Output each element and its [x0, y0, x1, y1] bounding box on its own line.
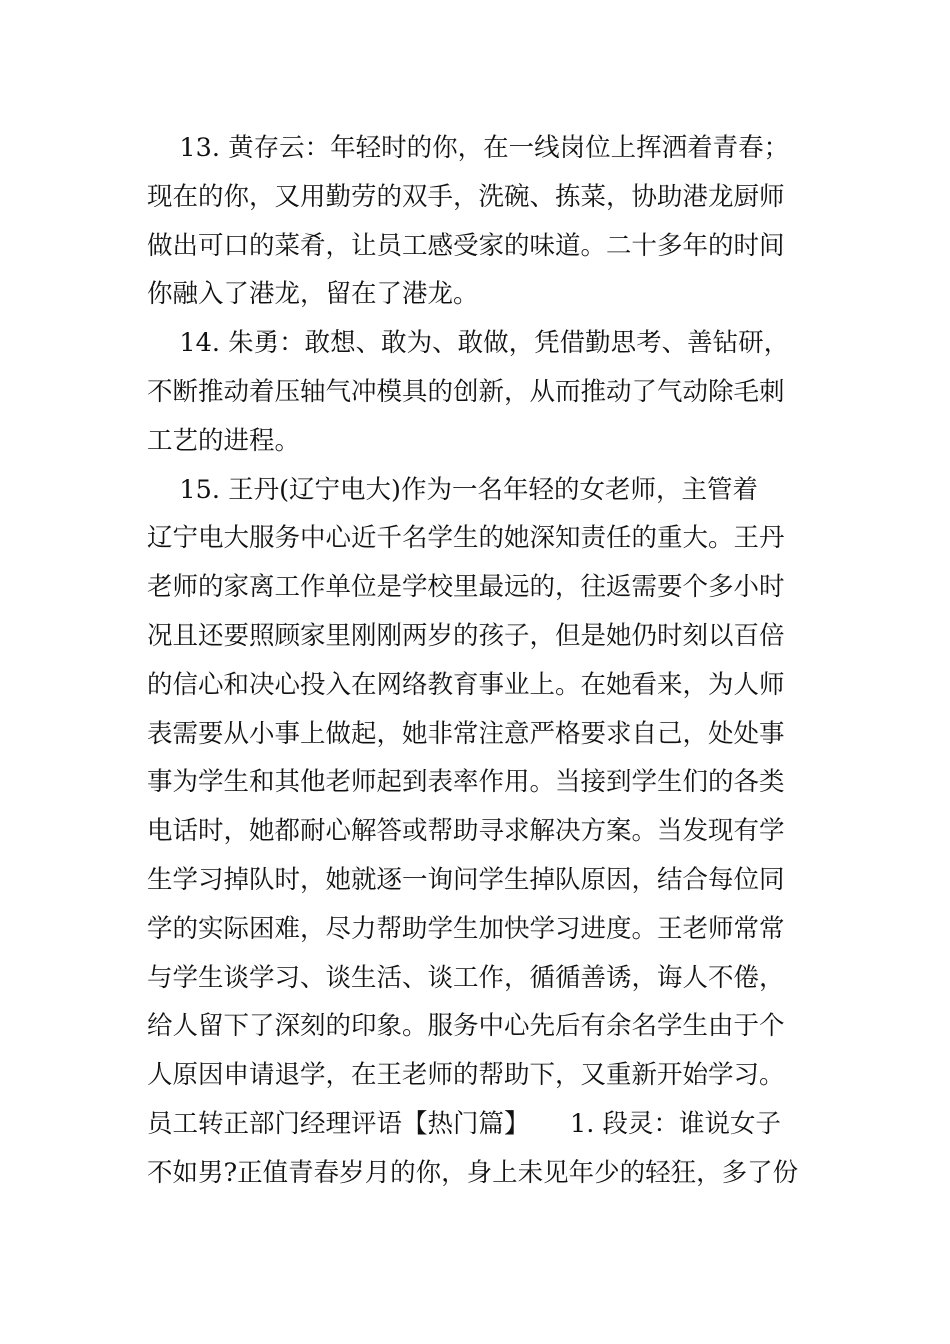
text-line: 表需要从小事上做起，她非常注意严格要求自己，处处事 [147, 718, 785, 749]
text-line: 不断推动着压轴气冲模具的创新，从而推动了气动除毛刺 [147, 376, 785, 407]
text-line: 工艺的进程。 [147, 425, 301, 456]
text-line: 老师的家离工作单位是学校里最远的，往返需要个多小时 [147, 572, 785, 603]
text-line: 13. 黄存云：年轻时的你，在一线岗位上挥洒着青春； [147, 133, 790, 163]
text-line: 员工转正部门经理评语【热门篇】 1. 段灵：谁说女子 [147, 1108, 781, 1139]
text-line: 辽宁电大服务中心近千名学生的她深知责任的重大。王丹 [147, 523, 785, 554]
text-line: 电话时，她都耐心解答或帮助寻求解决方案。当发现有学 [147, 816, 785, 847]
text-line: 的信心和决心投入在网络教育事业上。在她看来，为人师 [147, 669, 785, 700]
text-line: 现在的你，又用勤劳的双手，洗碗、拣菜，协助港龙厨师 [147, 181, 785, 212]
text-line: 况且还要照顾家里刚刚两岁的孩子，但是她仍时刻以百倍 [147, 620, 785, 651]
text-line: 你融入了港龙，留在了港龙。 [147, 279, 479, 310]
text-line: 事为学生和其他老师起到表率作用。当接到学生们的各类 [147, 767, 785, 798]
text-line: 生学习掉队时，她就逐一询问学生掉队原因，结合每位同 [147, 864, 785, 895]
text-line: 14. 朱勇：敢想、敢为、敢做，凭借勤思考、善钻研， [147, 328, 790, 359]
text-line: 15. 王丹(辽宁电大)作为一名年轻的女老师，主管着 [147, 474, 758, 505]
text-line: 人原因申请退学，在王老师的帮助下，又重新开始学习。 [147, 1060, 785, 1091]
body-text [147, 124, 815, 1198]
text-line: 学的实际困难，尽力帮助学生加快学习进度。王老师常常 [147, 913, 785, 944]
text-line: 做出可口的菜肴，让员工感受家的味道。二十多年的时间 [147, 230, 785, 261]
text-line: 不如男?正值青春岁月的你，身上未见年少的轻狂，多了份 [147, 1157, 799, 1188]
text-line: 与学生谈学习、谈生活、谈工作，循循善诱，诲人不倦， [147, 962, 785, 993]
text-line: 给人留下了深刻的印象。服务中心先后有余名学生由于个 [147, 1011, 785, 1042]
